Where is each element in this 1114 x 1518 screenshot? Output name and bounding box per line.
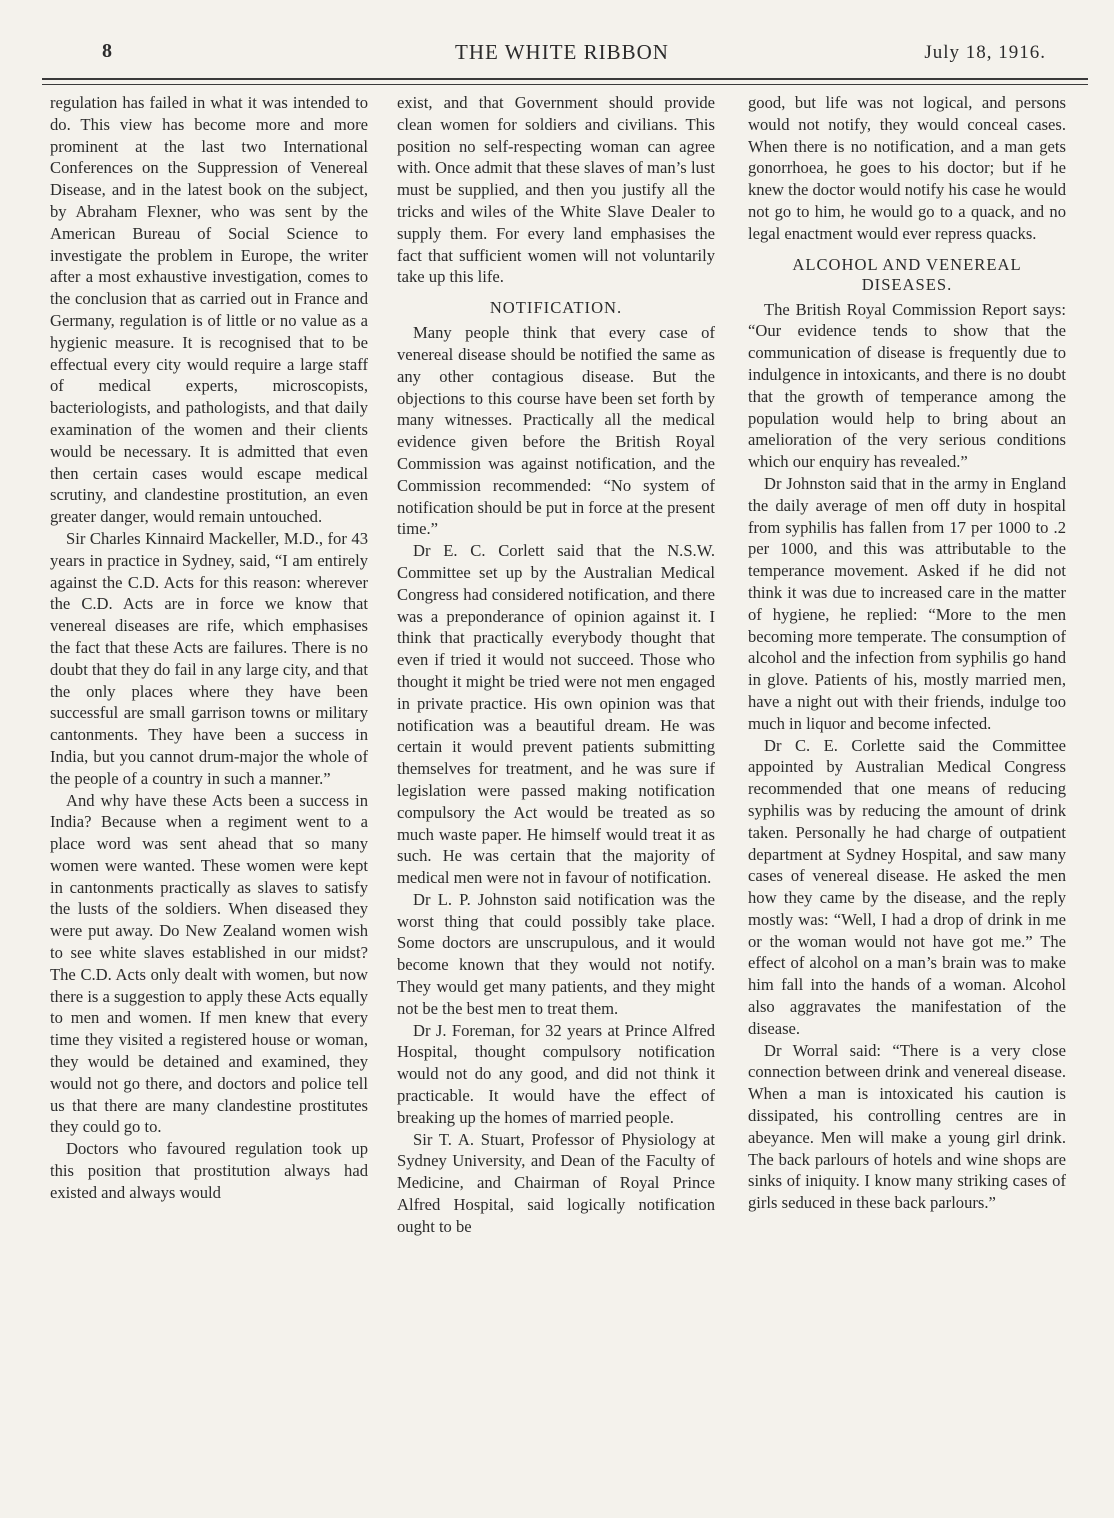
header-rule-thin	[42, 84, 1088, 85]
paragraph: Sir T. A. Stuart, Professor of Physiology at Sydney University, and Dean of the Faculty of Medicine, and Chairman of Royal Prince Alfred Hospital, said logically notification ought to be	[397, 1129, 715, 1236]
column-1	[50, 92, 368, 1500]
column-2	[397, 92, 715, 1500]
paragraph: Doctors who favoured regulation took up this position that prostitution always had existed and always would	[50, 1139, 368, 1202]
paragraph: Dr J. Foreman, for 32 years at Prince Alfred Hospital, thought compulsory notification would not do any good, and did not think it practicable. It would have the effect of breaking up the homes of married people.	[397, 1020, 715, 1127]
paragraph: Dr Worral said: “There is a very close connection between drink and venereal disease. When a man is intoxicated his caution is dissipated, his controlling centres are in abeyance. Men will make a young girl drink. The back parlours of hotels and wine shops are sinks of iniquity. I know many striking cases of girls seduced in these back parlours.”	[748, 1040, 1066, 1213]
paragraph: good, but life was not logical, and persons would not notify, they would conceal cases. When there is no notification, and a man gets gonorrhoea, he goes to his doctor; but if he knew the doctor would notify his case he would not go to him, he would go to a quack, and no legal enactment would ever repress quacks.	[748, 93, 1066, 243]
section-heading-notification: NOTIFICATION.	[489, 298, 623, 318]
section-heading-alcohol: ALCOHOL AND VENEREAL DISEASES.	[792, 254, 1022, 294]
paragraph: exist, and that Government should provide clean women for soldiers and civilians. This position no self-respecting woman can agree with. Once admit that these slaves of man’s lust must be supplied, and then you justify all the tricks and wiles of the White Slave Dealer to supply them. For every land emphasises the fact that sufficient women will not voluntarily take up this life.	[397, 93, 715, 287]
paragraph: Dr Johnston said that in the army in England the daily average of men off duty in hospital from syphilis has fallen from 17 per 1000 to .2 per 1000, and this was attributable to the temperance movement. Asked if he did not think it was due to increased care in the matter of hygiene, he replied: “More to the men becoming more temperate. The consumption of alcohol and the infection from syphilis go hand in glove. Patients of his, mostly married men, have a night out with their friends, indulge too much in liquor and become infected.	[748, 473, 1066, 733]
column-3	[748, 92, 1066, 1500]
paragraph: Dr E. C. Corlett said that the N.S.W. Committee set up by the Australian Medical Congress had considered notification, and there was a preponderance of opinion against it. I think that practically everybody thought that even if tried it would not succeed. Those who thought it might be tried were not men engaged in private practice. His own opinion was that notification was a beautiful dream. He was certain it would prevent patients submitting themselves for treatment, and he was sure if legislation were passed making notification compulsory the Act would be treated as so much waste paper. He himself would treat it as such. He was certain that the majority of medical men were not in favour of notification.	[397, 541, 715, 888]
paragraph: Many people think that every case of venereal disease should be notified the same as any other contagious disease. But the objections to this course have been set forth by many witnesses. Practically all the medical evidence given before the British Royal Commission was against notification, and the Commission recommended: “No system of notification should be put in force at the present time.”	[397, 323, 715, 539]
paragraph: regulation has failed in what it was intended to do. This view has become more and more prominent at the last two International Conferences on the Suppression of Venereal Disease, and in the latest book on the subject, by Abraham Flexner, who was sent by the American Bureau of Social Science to investigate the problem in Europe, the writer after a most exhaustive investigation, comes to the conclusion that as carried out in France and Germany, regulation is of little or no value as a hygienic measure. It is recognised that to be effectual every city would require a large staff of medical experts, microscopists, bacteriologists, and pathologists, and that daily examination of the women and their clients would be necessary. It is admitted that even then certain cases would escape medical scrutiny, and clandestine prostitution, an even greater danger, would remain untouched.	[50, 93, 368, 527]
paragraph: Sir Charles Kinnaird Mackeller, M.D., for 43 years in practice in Sydney, said, “I am entirely against the C.D. Acts for this reason: wherever the C.D. Acts are in force we know that venereal diseases are rife, which emphasises the fact that these Acts are failures. There is no doubt that they do fail in any large city, and that the only places where they have been successful are small garrison towns or military cantonments. They have been a success in India, but you cannot drum-major the whole of the people of a country in such a manner.”	[50, 528, 368, 788]
issue-date: July 18, 1916.	[924, 42, 1046, 63]
publication-title: THE WHITE RIBBON	[455, 40, 669, 64]
paragraph: Dr C. E. Corlette said the Committee appointed by Australian Medical Congress recommended that one means of reducing syphilis was by reducing the amount of drink taken. Personally he had charge of outpatient department at Sydney Hospital, and saw many cases of venereal disease. He asked the men how they came by the disease, and the reply mostly was: “Well, I had a drop of drink in me or the woman would not have got me.” The effect of alcohol on a man’s brain was to make him fall into the hands of a woman. Alcohol also aggravates the manifestation of the disease.	[748, 735, 1066, 1038]
page-number: 8	[102, 40, 112, 62]
paragraph: The British Royal Commission Report says: “Our evidence tends to show that the communication of disease is frequently due to indulgence in intoxicants, and there is no doubt that the growth of temperance among the population would help to bring about an amelioration of the very serious conditions which our enquiry has revealed.”	[748, 299, 1066, 472]
page-header	[42, 36, 1082, 76]
paragraph: And why have these Acts been a success in India? Because when a regiment went to a place word was sent ahead that so many women were wanted. These women were kept in cantonments practically as slaves to satisfy the lusts of the soldiers. When diseased they were put away. Do New Zealand women wish to see white slaves established in our midst? The C.D. Acts only dealt with women, but now there is a suggestion to apply these Acts equally to men and women. If men knew that every time they visited a registered house or woman, they would be detained and examined, they would not go there, and doctors and police tell us that there are many clandestine prostitutes they could go to.	[50, 790, 368, 1137]
header-rule	[42, 78, 1088, 80]
paragraph: Dr L. P. Johnston said notification was the worst thing that could possibly take place. Some doctors are unscrupulous, and it would become known that they would not notify. They would get many patients, and they might not be the best men to treat them.	[397, 889, 715, 1018]
